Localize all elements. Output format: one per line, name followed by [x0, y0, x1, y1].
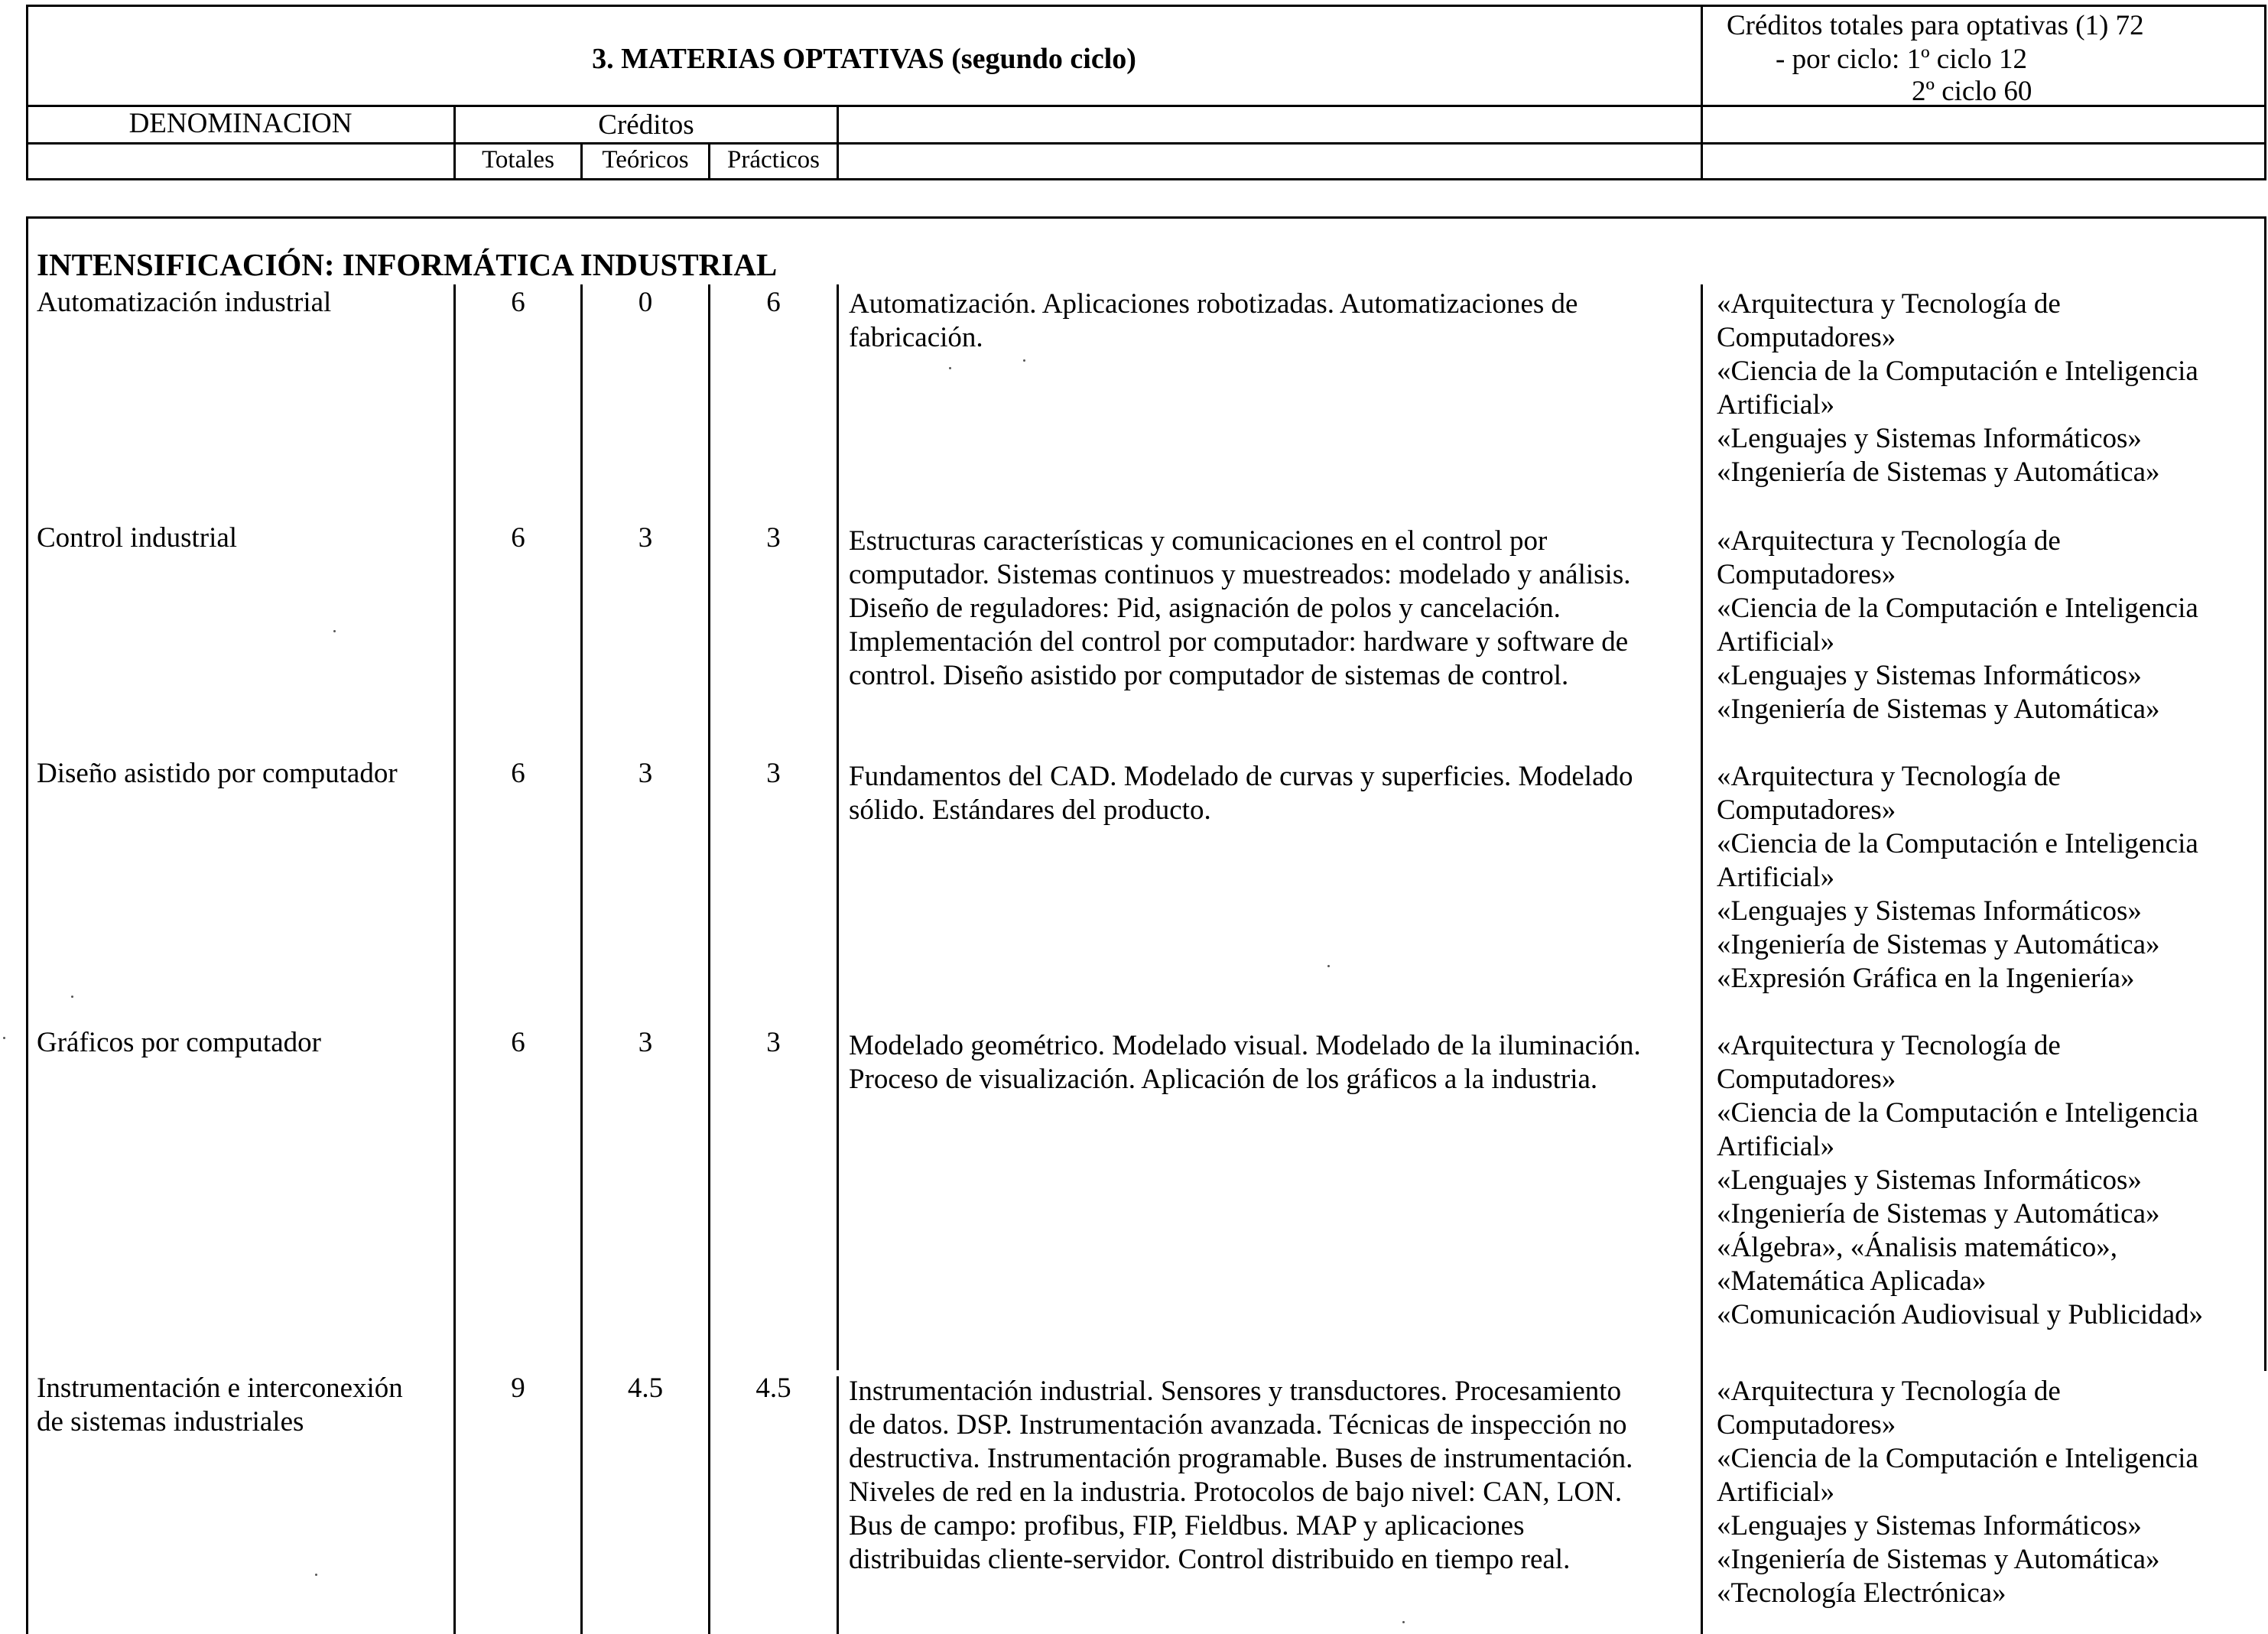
subject-name: Automatización industrial — [37, 287, 332, 318]
scan-speck — [949, 367, 951, 369]
credits-practicos: 6 — [766, 287, 781, 318]
section-title: INTENSIFICACIÓN: INFORMÁTICA INDUSTRIAL — [37, 247, 778, 282]
credits-teoricos: 0 — [638, 287, 653, 318]
subject-areas: «Arquitectura y Tecnología de Computadores» «Ciencia de la Computación e Inteligencia Artificial» «Lenguajes y Sistemas Informáticos» «Ingeniería de Sistemas y Automática» — [1717, 288, 2198, 488]
credits-teoricos: 3 — [638, 758, 653, 789]
subject-name: Control industrial — [37, 522, 238, 554]
subject-name: Instrumentación e interconexión de sistemas industriales — [37, 1372, 403, 1437]
subject-descriptor: Automatización. Aplicaciones robotizadas. Automatizaciones de fabricación. — [849, 288, 1578, 353]
page-title: 3. MATERIAS OPTATIVAS (segundo ciclo) — [592, 43, 1136, 75]
subject-areas: «Arquitectura y Tecnología de Computadores» «Ciencia de la Computación e Inteligencia Artificial» «Lenguajes y Sistemas Informáticos» «Ingeniería de Sistemas y Automática» «Tecnología Electrónica» — [1717, 1376, 2198, 1609]
header-border-bottom — [26, 178, 2266, 180]
credits-teoricos: 4.5 — [627, 1372, 664, 1404]
subject-name: Diseño asistido por computador — [37, 758, 398, 789]
credits-cycle2-label: 2º ciclo 60 — [1912, 76, 2032, 107]
body-col-desc-lower — [837, 1376, 839, 1634]
subject-areas: «Arquitectura y Tecnología de Computadores» «Ciencia de la Computación e Inteligencia Artificial» «Lenguajes y Sistemas Informáticos» «Ingeniería de Sistemas y Automática» «Expresión Gráfica en la Ingeniería» — [1717, 761, 2198, 994]
header-border-top — [26, 5, 2266, 7]
body-border-left — [26, 216, 28, 1634]
column-header-practicos: Prácticos — [727, 146, 820, 174]
credits-totales: 6 — [511, 287, 525, 318]
header-col-divider-desc — [837, 105, 839, 180]
scan-speck — [1327, 965, 1330, 967]
subject-areas: «Arquitectura y Tecnología de Computadores» «Ciencia de la Computación e Inteligencia Artificial» «Lenguajes y Sistemas Informáticos» «Ingeniería de Sistemas y Automática» — [1717, 525, 2198, 725]
body-col-practicos — [708, 284, 710, 1634]
credits-totales: 9 — [511, 1372, 525, 1404]
subject-descriptor: Instrumentación industrial. Sensores y transductores. Procesamiento de datos. DSP. Instrumentación avanzada. Técnicas de inspección no destructiva. Instrumentación programable. Buses de instrumentación. Niveles de red en la industria. Protocolos de bajo nivel: CAN, LON. Bus de campo: profibus, FIP, Fieldbus. MAP y aplicaciones distribuidas cliente-servidor. Control distribuido en tiempo real. — [849, 1376, 1633, 1575]
credits-totales: 6 — [511, 522, 525, 554]
header-border-left — [26, 5, 28, 180]
body-col-desc — [837, 284, 839, 1370]
header-col-divider-right — [1701, 5, 1703, 180]
scan-speck — [71, 996, 73, 998]
subject-descriptor: Modelado geométrico. Modelado visual. Modelado de la iluminación. Proceso de visualización. Aplicación de los gráficos a la industria. — [849, 1030, 1641, 1095]
column-header-totales: Totales — [482, 146, 554, 174]
body-col-teoricos — [580, 284, 583, 1634]
credits-cycle1-label: - por ciclo: 1º ciclo 12 — [1776, 44, 2027, 75]
credits-totales: 6 — [511, 758, 525, 789]
column-header-creditos: Créditos — [598, 109, 694, 141]
credits-practicos: 3 — [766, 522, 781, 554]
body-border-top — [26, 216, 2266, 219]
body-col-areas — [1701, 284, 1703, 1634]
credits-practicos: 3 — [766, 1027, 781, 1058]
column-header-denominacion: DENOMINACION — [128, 108, 353, 139]
scan-speck — [315, 1574, 317, 1576]
scan-speck — [333, 630, 336, 632]
credits-total-label: Créditos totales para optativas (1) 72 — [1727, 10, 2144, 41]
credits-teoricos: 3 — [638, 1027, 653, 1058]
credits-totales: 6 — [511, 1027, 525, 1058]
subject-name: Gráficos por computador — [37, 1027, 321, 1058]
scan-speck — [3, 1037, 5, 1039]
subject-descriptor: Estructuras características y comunicaciones en el control por computador. Sistemas continuos y muestreados: modelado y análisis. Diseño de reguladores: Pid, asignación de polos y cancelación. Implementación del control por computador: hardware y software de control. Diseño asistido por computador de sistemas de control. — [849, 525, 1631, 691]
header-divider-2 — [26, 142, 2266, 145]
subject-areas: «Arquitectura y Tecnología de Computadores» «Ciencia de la Computación e Inteligencia Artificial» «Lenguajes y Sistemas Informáticos» «Ingeniería de Sistemas y Automática» «Álgebra», «Ánalisis matemático», «Matemática Aplicada» «Comunicación Audiovisual y Publicidad» — [1717, 1030, 2204, 1330]
credits-practicos: 4.5 — [755, 1372, 791, 1404]
subject-descriptor: Fundamentos del CAD. Modelado de curvas y superficies. Modelado sólido. Estándares del producto. — [849, 761, 1633, 826]
scan-speck — [1023, 359, 1025, 362]
column-header-teoricos: Teóricos — [602, 146, 689, 174]
scan-speck — [1402, 1621, 1405, 1623]
credits-teoricos: 3 — [638, 522, 653, 554]
credits-practicos: 3 — [766, 758, 781, 789]
body-col-denom — [453, 284, 456, 1634]
body-border-right — [2264, 216, 2266, 1371]
header-border-right — [2264, 5, 2266, 180]
